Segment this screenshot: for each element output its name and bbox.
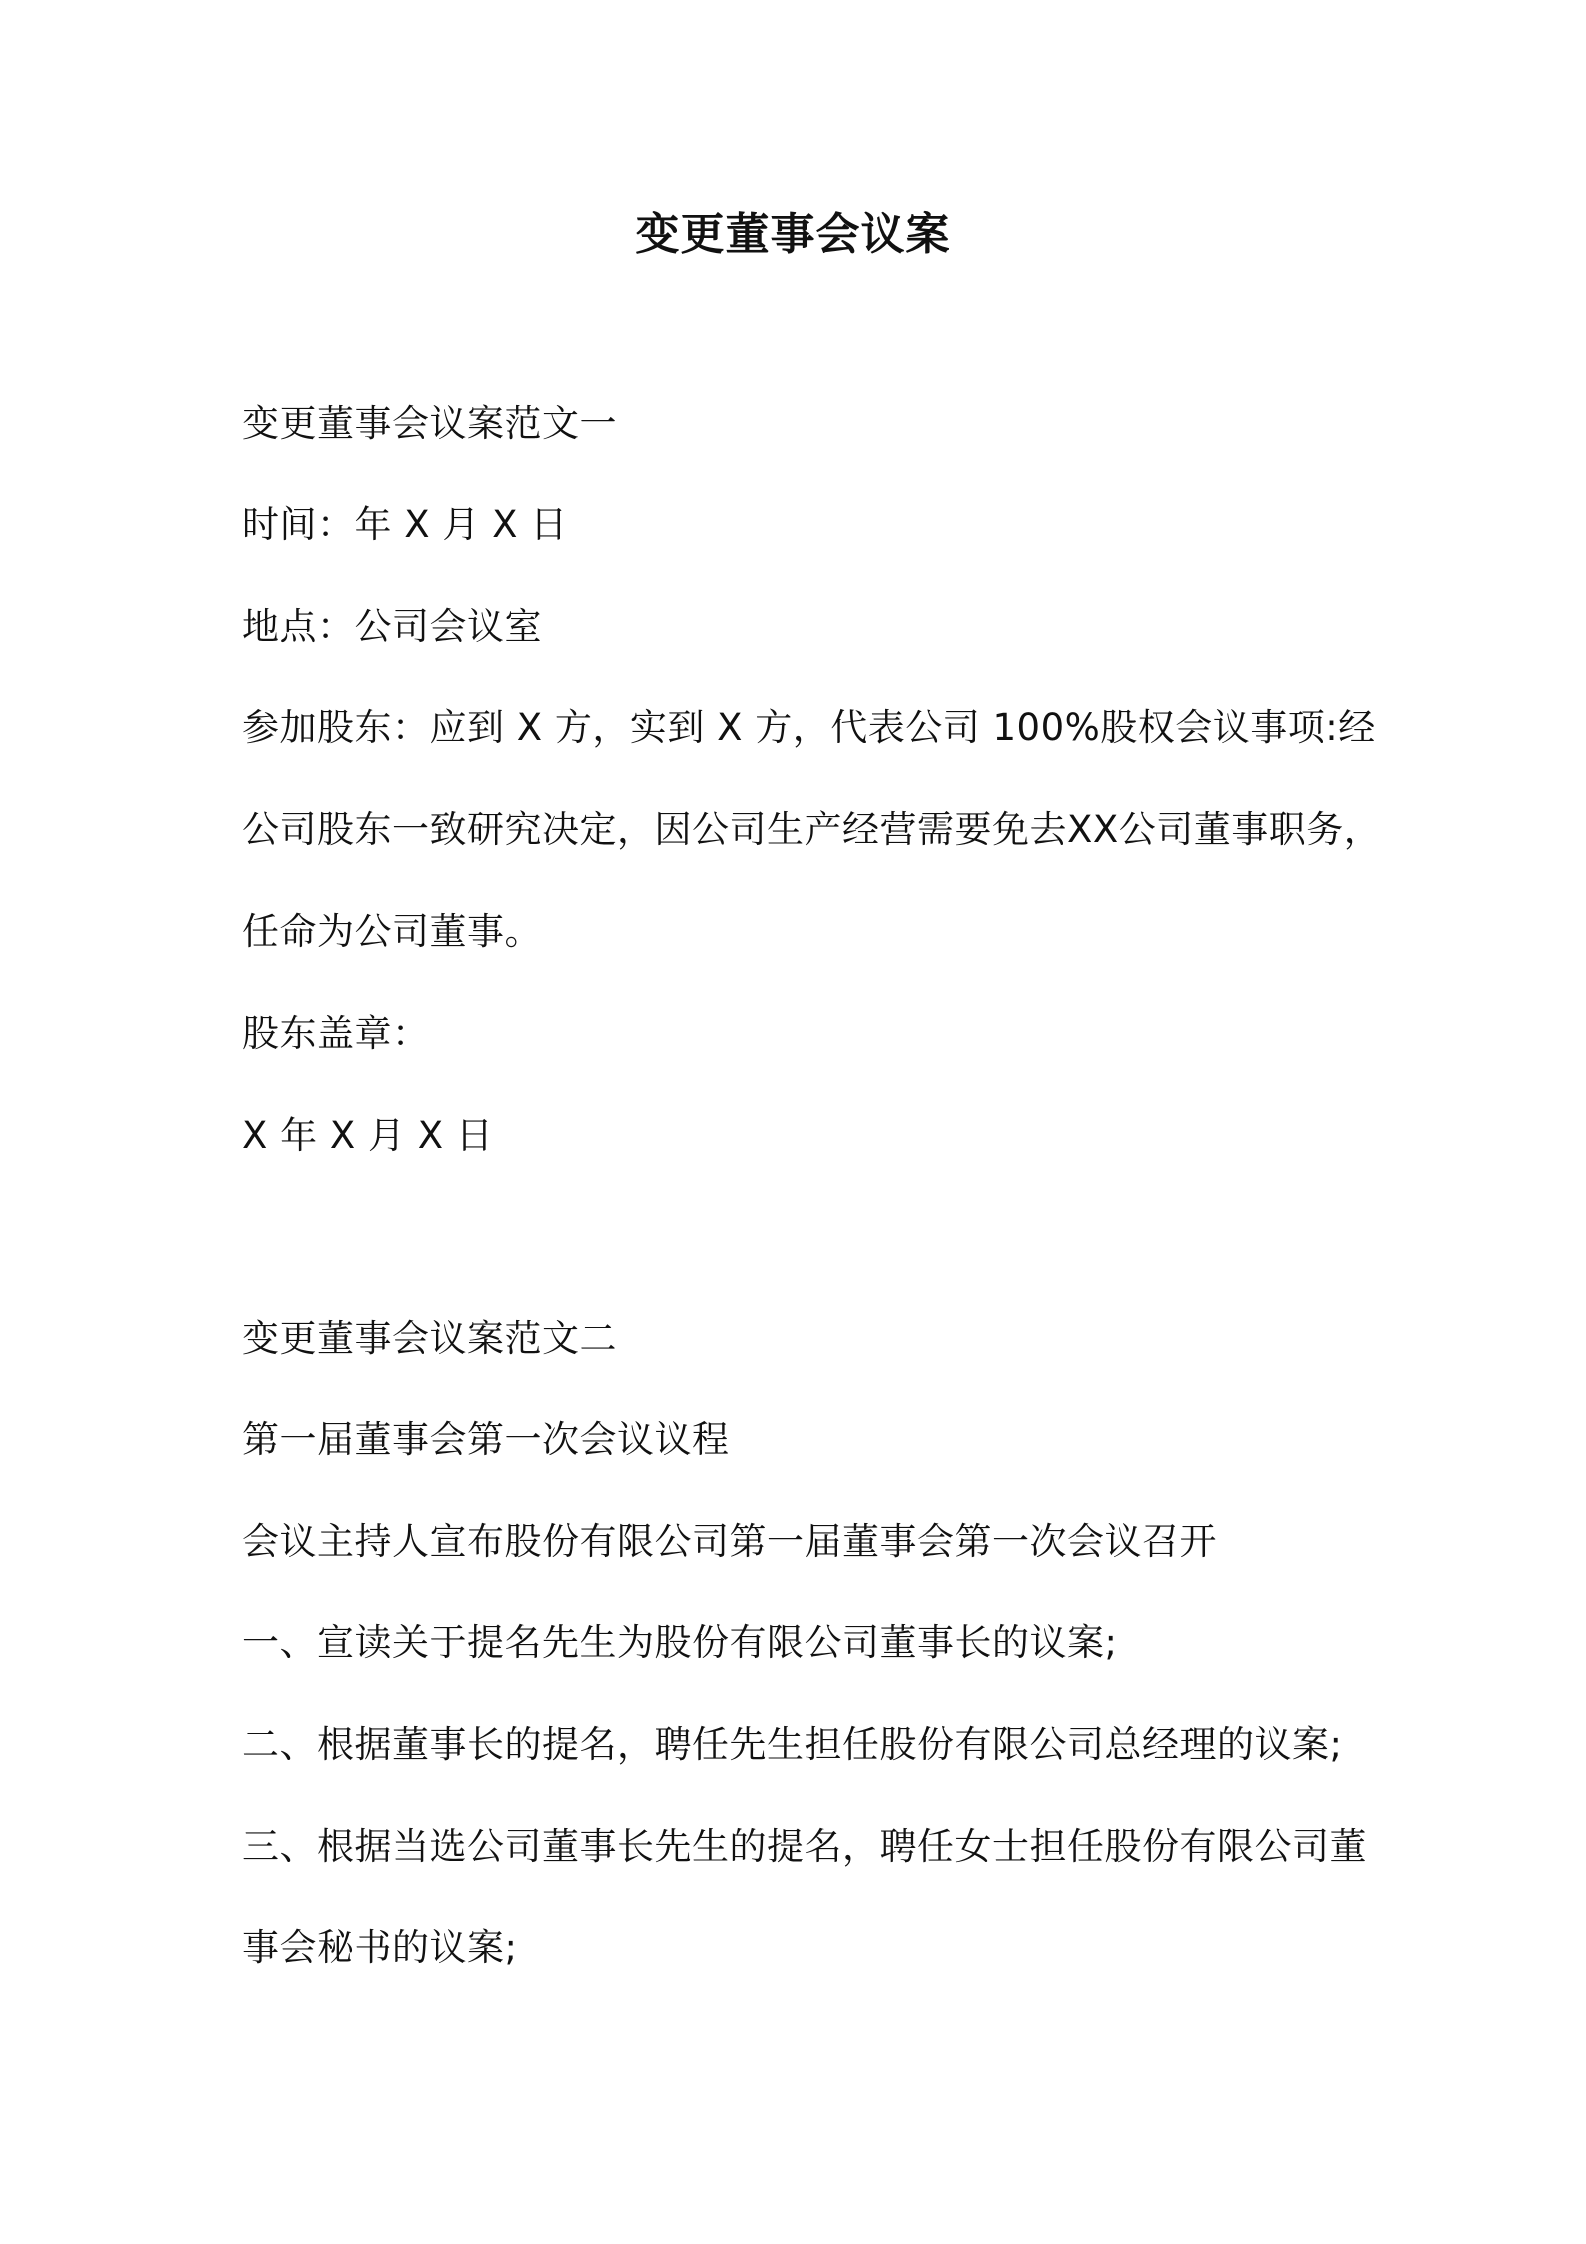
signing-date: X 年 X 月 X 日	[242, 1114, 494, 1157]
meeting-time: 时间：年 X 月 X 日	[242, 503, 568, 546]
meeting-opening: 会议主持人宣布股份有限公司第一届董事会第一次会议召开	[242, 1520, 1217, 1563]
section1-heading: 变更董事会议案范文一	[242, 402, 617, 445]
attendance-paragraph-line-3: 任命为公司董事。	[242, 910, 542, 953]
agenda-item-3-line-2: 事会秘书的议案;	[242, 1926, 518, 1969]
attendance-paragraph-line-2: 公司股东一致研究决定，因公司生产经营需要免去XX公司董事职务，	[242, 808, 1382, 851]
document-title: 变更董事会议案	[635, 209, 951, 260]
agenda-item-1: 一、宣读关于提名先生为股份有限公司董事长的议案;	[242, 1621, 1118, 1664]
meeting-place: 地点：公司会议室	[242, 605, 542, 648]
agenda-item-2: 二、根据董事长的提名，聘任先生担任股份有限公司总经理的议案;	[242, 1723, 1343, 1766]
agenda-title: 第一届董事会第一次会议议程	[242, 1418, 730, 1461]
section2-heading: 变更董事会议案范文二	[242, 1317, 617, 1360]
shareholder-seal-label: 股东盖章：	[242, 1012, 430, 1055]
attendance-paragraph-line-1: 参加股东：应到 X 方，实到 X 方，代表公司 100%股权会议事项:经	[242, 706, 1376, 749]
agenda-item-3-line-1: 三、根据当选公司董事长先生的提名，聘任女士担任股份有限公司董	[242, 1825, 1367, 1868]
